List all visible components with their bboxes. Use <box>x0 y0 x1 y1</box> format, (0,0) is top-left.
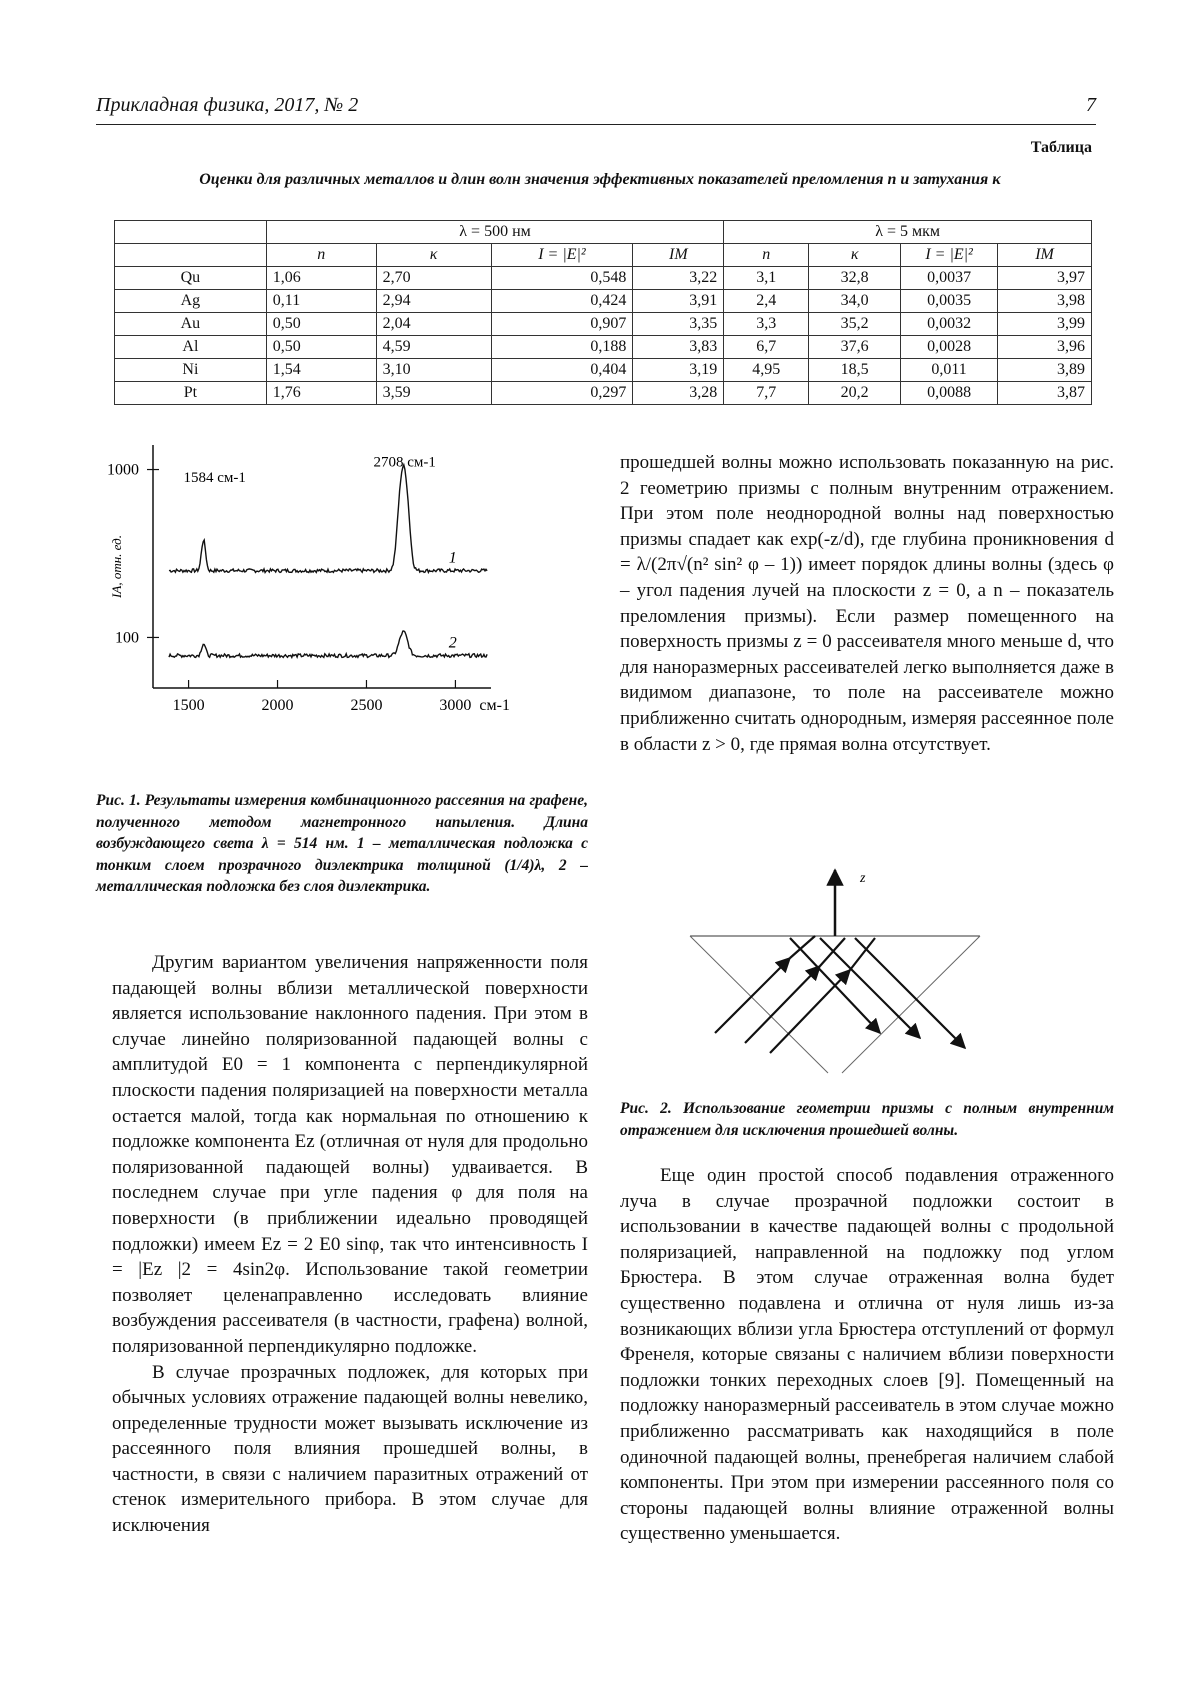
table-cell: 4,59 <box>376 336 491 359</box>
y-tick-label: 1000 <box>107 461 139 479</box>
x-tick-label: 3000 <box>439 697 472 714</box>
right-column-text <box>620 450 1114 757</box>
table-cell: 1,76 <box>266 382 376 405</box>
column-header: I = |E|² <box>491 244 633 267</box>
table-row <box>115 359 1092 382</box>
paragraph: Еще один простой способ подавления отраженного луча в случае прозрачной подложки состоит в использовании в качестве падающей волны с продольной поляризацией, направленной на подложку под углом Брюстера. В этом случае отраженная волна будет существенно подавлена и отлична от нуля лишь из-за возникающих вблизи угла Брюстера отступлений от формул Френеля, которые связаны с наличием вблизи поверхности подложки тонких переходных слоев [9]. Помещенный на подложку наноразмерный рассеиватель в этом случае можно приближенно рассматривать как находящийся в поле одиночной падающей волны, пренебрегая наличием слабой компоненты. При этом при измерении рассеянного поля со стороны падающей волны влияние отраженной волны существенно уменьшается. <box>620 1165 1114 1545</box>
table-cell: 3,3 <box>724 313 809 336</box>
incident-ray <box>715 958 790 1033</box>
column-header: I = |E|² <box>901 244 998 267</box>
table-cell: 3,28 <box>633 382 724 405</box>
table-cell: 0,50 <box>266 313 376 336</box>
paragraph-part: имеет порядок длины волны (здесь φ – угол падения лучей на плоскости z = 0, а n – показатель преломления призмы). Если размер помещенного на поверхность призмы z = 0 рассеивателя много меньше d, что для наноразмерных рассеивателей легко выполняется даже в видимом диапазоне, то поле на рассеивателе можно приближенно считать однородным, измеряя рассеянное поле в области z > 0, где прямая волна отсутствует. <box>620 554 1114 755</box>
table-cell: 1,54 <box>266 359 376 382</box>
table-cell: 34,0 <box>809 290 901 313</box>
table-row <box>115 313 1092 336</box>
series-label: 1 <box>448 549 457 567</box>
left-column-text <box>112 950 588 1539</box>
table-cell: 35,2 <box>809 313 901 336</box>
x-tick-label: 1500 <box>172 697 205 714</box>
table-cell: 2,70 <box>376 267 491 290</box>
table-cell: 3,97 <box>998 267 1092 290</box>
table-row <box>115 267 1092 290</box>
table-column-header-row <box>115 244 1092 267</box>
table-cell: 3,35 <box>633 313 724 336</box>
table-cell: 3,59 <box>376 382 491 405</box>
table-cell: 3,89 <box>998 359 1092 382</box>
table-cell: 32,8 <box>809 267 901 290</box>
table-cell: 3,96 <box>998 336 1092 359</box>
table-cell: 3,83 <box>633 336 724 359</box>
x-axis-label: см-1 <box>479 697 510 714</box>
table-cell: 2,94 <box>376 290 491 313</box>
header-rule <box>96 124 1096 125</box>
table-cell: 0,0035 <box>901 290 998 313</box>
x-tick-label: 2000 <box>261 697 294 714</box>
journal-title: Прикладная физика, 2017, № 2 <box>96 94 359 116</box>
metal-cell: Au <box>115 313 267 336</box>
column-header: n <box>266 244 376 267</box>
x-tick-label: 2500 <box>350 697 383 714</box>
metal-cell: Qu <box>115 267 267 290</box>
peak-annotation: 1584 см-1 <box>183 470 246 487</box>
series-label: 2 <box>448 634 457 652</box>
peak-annotation: 2708 см-1 <box>373 454 436 471</box>
table-cell: 0,50 <box>266 336 376 359</box>
table-caption: Оценки для различных металлов и длин волн значения эффективных показателей преломления n и затухания κ <box>199 171 1001 188</box>
running-header <box>96 94 1096 117</box>
penetration-depth-formula: d = λ/(2π√(n² sin² φ – 1)) <box>620 528 1115 576</box>
table-cell: 0,424 <box>491 290 633 313</box>
metal-cell: Pt <box>115 382 267 405</box>
column-header: IM <box>998 244 1092 267</box>
table-cell: 3,98 <box>998 290 1092 313</box>
table-cell: 0,0037 <box>901 267 998 290</box>
table-cell: 0,0032 <box>901 313 998 336</box>
table-cell: 18,5 <box>809 359 901 382</box>
paragraph <box>620 450 1114 757</box>
reflected-ray <box>855 938 965 1048</box>
data-table <box>114 220 1092 405</box>
table-cell: 0,188 <box>491 336 633 359</box>
table-cell: 3,10 <box>376 359 491 382</box>
table-cell: 2,4 <box>724 290 809 313</box>
table-group-header-row <box>115 221 1092 244</box>
raman-spectrum-chart <box>96 440 596 770</box>
incident-ray <box>770 970 850 1053</box>
z-axis-label: z <box>860 871 866 886</box>
incident-ray <box>745 966 820 1043</box>
right-column-text-2 <box>620 1163 1114 1547</box>
figure-1-caption: Рис. 1. Результаты измерения комбинационного рассеяния на графене, полученного методом магнетронного напыления. Длина возбуждающего света λ = 514 нм. 1 – металлическая подложка с тонким слоем прозрачного диэлектрика толщиной (1/4)λ, 2 – металлическая подложка без слоя диэлектрика. <box>96 792 588 896</box>
table-row <box>115 336 1092 359</box>
paragraph: В случае прозрачных подложек, для которых при обычных условиях отражение падающей волны невелико, определенные трудности может вызывать исключение из рассеянного поля влияния прошедшей волны, в частности, в связи с наличием паразитных отражений от стенок измерительного прибора. В этом случае для исключения <box>112 1361 588 1537</box>
table-cell: 0,0028 <box>901 336 998 359</box>
group-header: λ = 500 нм <box>266 221 723 244</box>
table-cell: 0,11 <box>266 290 376 313</box>
metal-cell: Al <box>115 336 267 359</box>
prism-geometry-figure <box>680 858 1020 1088</box>
metal-cell: Ni <box>115 359 267 382</box>
table-cell: 0,907 <box>491 313 633 336</box>
y-tick-label: 100 <box>115 629 139 647</box>
table-cell: 0,404 <box>491 359 633 382</box>
table-cell: 3,87 <box>998 382 1092 405</box>
table-cell: 4,95 <box>724 359 809 382</box>
column-header: n <box>724 244 809 267</box>
y-axis-label: IA, отн. ед. <box>109 535 124 598</box>
table-cell: 0,297 <box>491 382 633 405</box>
group-header: λ = 5 мкм <box>724 221 1092 244</box>
paragraph: Другим вариантом увеличения напряженности поля падающей волны вблизи металлической поверхности является использование наклонного падения. При этом в случае линейно поляризованной падающей волны с амплитудой E0 = 1 компонента с перпендикулярной плоскости падения поляризацией на поверхности металла остается малой, тогда как нормальная по отношению к подложке компонента Ez (отличная от нуля для продольно поляризованной падающей волны) удваивается. В последнем случае при угле падения φ для поля на поверхности (в приближении идеально проводящей подложки) имеем Ez = 2 E0 sinφ, так что интенсивность I = |Ez |2 = 4sin2φ. Использование такой геометрии позволяет целенаправленно исследовать влияние возбуждения рассеивателя (в частности, графена) волной, поляризованной перпендикулярно подложке. <box>112 952 588 1357</box>
table-cell: 3,22 <box>633 267 724 290</box>
figure-2-caption: Рис. 2. Использование геометрии призмы с полным внутренним отражением для исключения прошедшей волны. <box>620 1100 1114 1139</box>
table-label: Таблица <box>1030 139 1092 156</box>
table-cell: 0,011 <box>901 359 998 382</box>
table-cell: 3,99 <box>998 313 1092 336</box>
metal-cell: Ag <box>115 290 267 313</box>
table-cell: 2,04 <box>376 313 491 336</box>
table-cell: 3,19 <box>633 359 724 382</box>
column-header: κ <box>376 244 491 267</box>
page-number: 7 <box>1086 94 1096 116</box>
paragraph-part: прошедшей волны можно использовать показанную на рис. 2 геометрию призмы с полным внутренним отражением. При этом поле неоднородной волны над поверхностью призмы спадает как exp(-z/d), где глубина проникновения <box>620 452 1114 550</box>
table-cell: 6,7 <box>724 336 809 359</box>
column-header: κ <box>809 244 901 267</box>
table-row <box>115 382 1092 405</box>
table-cell: 7,7 <box>724 382 809 405</box>
table-cell: 0,0088 <box>901 382 998 405</box>
table-row <box>115 290 1092 313</box>
table-cell: 0,548 <box>491 267 633 290</box>
table-cell: 3,91 <box>633 290 724 313</box>
prism-side-line <box>842 936 980 1073</box>
table-cell: 1,06 <box>266 267 376 290</box>
column-header: IM <box>633 244 724 267</box>
spectrum-curve-2 <box>169 631 487 657</box>
table-cell: 3,1 <box>724 267 809 290</box>
table-cell: 37,6 <box>809 336 901 359</box>
table-cell: 20,2 <box>809 382 901 405</box>
